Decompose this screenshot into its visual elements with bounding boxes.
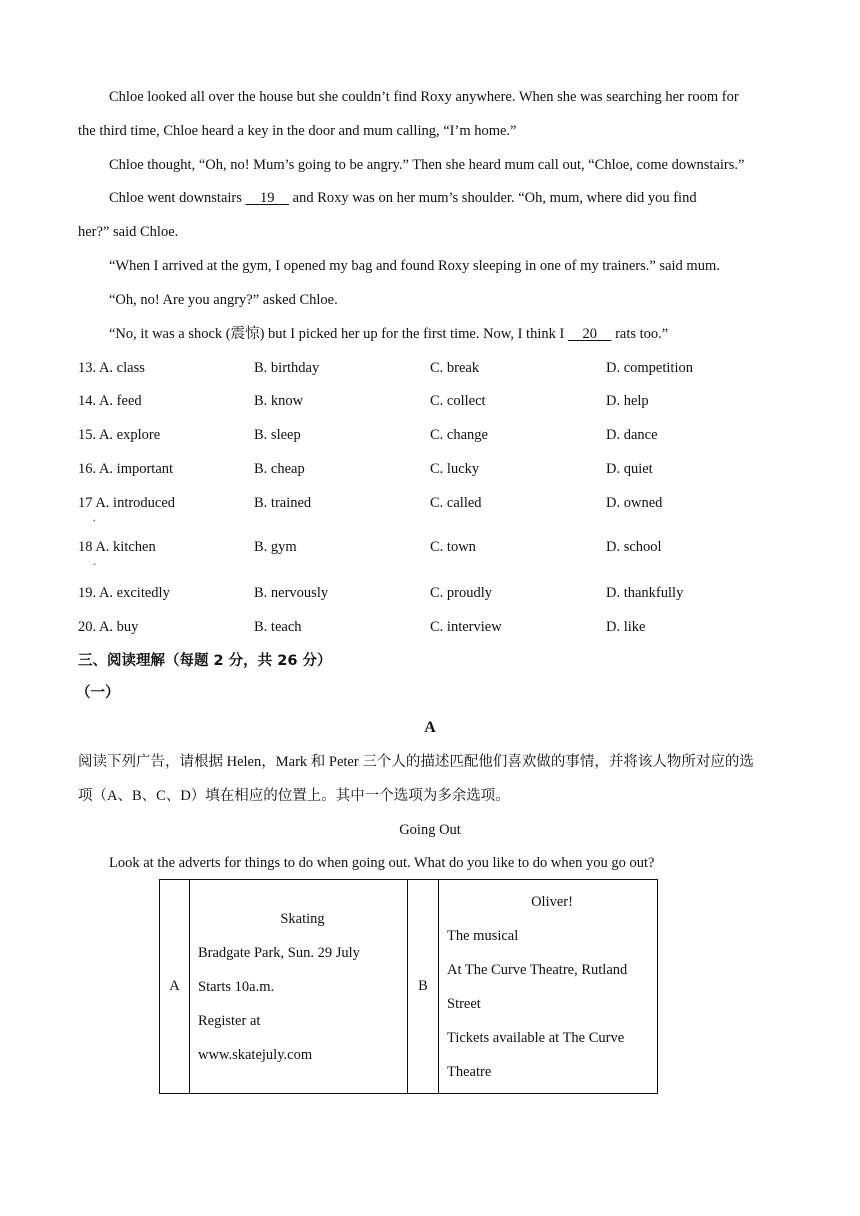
question-number: 17	[78, 495, 93, 511]
option-d: D. like	[606, 619, 646, 635]
passage-line	[109, 188, 697, 208]
advert-b-line: The musical	[447, 927, 519, 944]
advert-a-line: Register at	[198, 1012, 261, 1029]
passage-line: “When I arrived at the gym, I opened my bag and found Roxy sleeping in one of my trainers.” said mum.	[109, 258, 720, 274]
adverts-row	[160, 880, 658, 1094]
option-b: B. birthday	[254, 360, 320, 376]
question-number: 13.	[78, 360, 99, 376]
adverts-table	[159, 879, 658, 1094]
passage-line: “Oh, no! Are you angry?” asked Chloe.	[109, 292, 338, 308]
option-a: A. buy	[98, 619, 139, 635]
option-b: B. nervously	[254, 585, 329, 601]
option-c: C. change	[430, 427, 488, 443]
option-c: C. proudly	[430, 585, 493, 601]
going-out-title: Going Out	[399, 822, 461, 838]
option-b: B. gym	[254, 539, 297, 555]
passage-text: and Roxy was on her mum’s shoulder. “Oh, mum, where did you find	[289, 190, 697, 206]
passage-line: Chloe thought, “Oh, no! Mum’s going to be angry.” Then she heard mum call out, “Chloe, come downstairs.”	[109, 157, 745, 173]
option-b: B. teach	[254, 619, 302, 635]
passage-line: her?” said Chloe.	[78, 224, 179, 240]
option-a: A. class	[98, 360, 145, 376]
advert-a	[190, 880, 408, 1094]
option-d: D. dance	[606, 427, 658, 443]
advert-a-line: Starts 10a.m.	[198, 978, 275, 995]
section-title: 三、阅读理解（每题 2 分，共 26 分）	[78, 653, 332, 669]
question-number: 18	[78, 539, 93, 555]
blank-20	[568, 324, 612, 344]
instruction-line: 项（A、B、C、D）填在相应的位置上。其中一个选项为多余选项。	[78, 788, 510, 804]
question-number: 20.	[78, 619, 99, 635]
passage-line: Chloe looked all over the house but she couldn’t find Roxy anywhere. When she was searching her room for	[109, 89, 739, 105]
passage-line: the third time, Chloe heard a key in the door and mum calling, “I’m home.”	[78, 123, 517, 139]
option-c: C. interview	[430, 619, 502, 635]
part-letter: A	[424, 719, 436, 736]
option-b: B. trained	[254, 495, 312, 511]
blank-19-number: 19	[260, 190, 275, 206]
advert-a-line: www.skatejuly.com	[198, 1046, 313, 1063]
option-b: B. know	[254, 393, 304, 409]
going-out-intro: Look at the adverts for things to do when going out. What do you like to do when you go out?	[109, 855, 655, 871]
option-c: C. called	[430, 495, 482, 511]
section-part: （一）	[76, 685, 120, 701]
advert-b-title: Oliver!	[531, 893, 573, 910]
option-a: A. introduced	[95, 495, 176, 511]
option-c: C. collect	[430, 393, 486, 409]
passage-text: “No, it was a shock (震惊) but I picked her up for the first time. Now, I think I	[109, 326, 568, 342]
option-c: C. town	[430, 539, 476, 555]
question-number: 14.	[78, 393, 99, 409]
option-a: A. explore	[98, 427, 161, 443]
option-a: A. excitedly	[98, 585, 170, 601]
number-dot: .	[93, 557, 96, 568]
blank-20-number: 20	[582, 326, 597, 342]
advert-a-line: Bradgate Park, Sun. 29 July	[198, 944, 360, 961]
advert-b-line: Street	[447, 995, 481, 1012]
option-a: A. important	[98, 461, 174, 477]
number-dot: .	[93, 513, 96, 524]
instruction-line: 阅读下列广告，请根据 Helen，Mark 和 Peter 三个人的描述匹配他们喜欢做的事情，并将该人物所对应的选	[78, 754, 754, 770]
passage-line	[109, 324, 668, 344]
advert-b	[439, 880, 658, 1094]
option-d: D. competition	[606, 360, 693, 376]
option-d: D. quiet	[606, 461, 653, 477]
option-b: B. sleep	[254, 427, 301, 443]
option-c: C. lucky	[430, 461, 480, 477]
option-c: C. break	[430, 360, 480, 376]
option-b: B. cheap	[254, 461, 305, 477]
advert-a-title: Skating	[280, 910, 325, 927]
advert-b-line: Tickets available at The Curve	[447, 1029, 625, 1046]
option-d: D. thankfully	[606, 585, 684, 601]
option-d: D. owned	[606, 495, 663, 511]
advert-b-line: At The Curve Theatre, Rutland	[447, 961, 628, 978]
advert-label-b: B	[408, 880, 439, 1094]
option-d: D. school	[606, 539, 662, 555]
passage-text: rats too.”	[611, 326, 669, 342]
question-number: 19.	[78, 585, 99, 601]
passage-text: Chloe went downstairs	[109, 190, 246, 206]
question-number: 16.	[78, 461, 99, 477]
advert-b-line: Theatre	[447, 1063, 492, 1080]
advert-label-a: A	[160, 880, 190, 1094]
option-d: D. help	[606, 393, 649, 409]
question-number: 15.	[78, 427, 99, 443]
option-a: A. kitchen	[95, 539, 156, 555]
option-a: A. feed	[98, 393, 142, 409]
blank-19	[246, 188, 290, 208]
